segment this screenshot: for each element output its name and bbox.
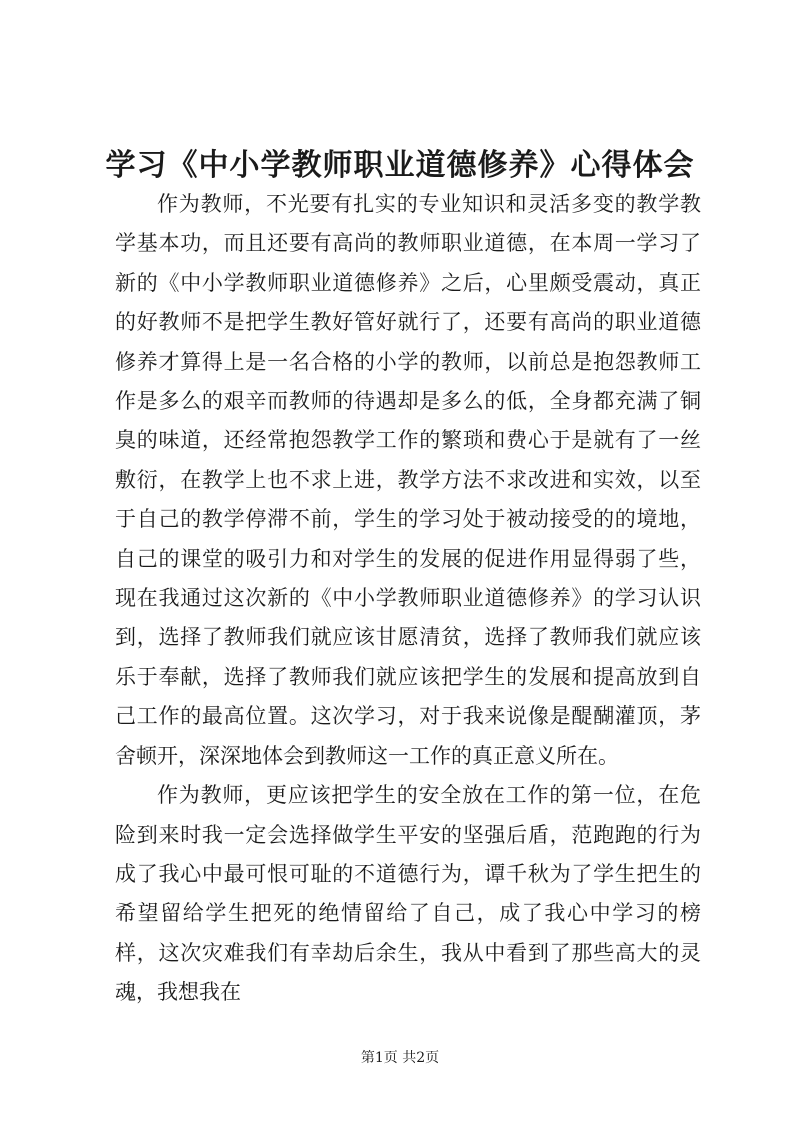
paragraph: 作为教师，不光要有扎实的专业知识和灵活多变的教学教学基本功，而且还要有高尚的教师职业道德，在本周一学习了新的《中小学教师职业道德修养》之后，心里颇受震动，真正的好教师不是把学生教好管好就行了，还要有高尚的职业道德修养才算得上是一名合格的小学的教师，以前总是抱怨教师工作是多么的艰辛而教师的待遇却是多么的低，全身都充满了铜臭的味道，还经常抱怨教学工作的繁琐和费心于是就有了一丝敷衍，在教学上也不求上进，教学方法不求改进和实效，以至于自己的教学停滞不前，学生的学习处于被动接受的的境地，自己的课堂的吸引力和对学生的发展的促进作用显得弱了些，现在我通过这次新的《中小学教师职业道德修养》的学习认识到，选择了教师我们就应该甘愿清贫，选择了教师我们就应该乐于奉献，选择了教师我们就应该把学生的发展和提高放到自己工作的最高位置。这次学习，对于我来说像是醍醐灌顶，茅舍顿开，深深地体会到教师这一工作的真正意义所在。 [115, 192, 701, 768]
page-footer: 第1页 共2页 [360, 1050, 440, 1066]
document-body [115, 185, 701, 1013]
paragraph: 作为教师，更应该把学生的安全放在工作的第一位，在危险到来时我一定会选择做学生平安的坚强后盾，范跑跑的行为成了我心中最可恨可耻的不道德行为，谭千秋为了学生把生的希望留给学生把死的绝情留给了自己，成了我心中学习的榜样，这次灾难我们有幸劫后余生，我从中看到了那些高大的灵魂，我想我在 [115, 783, 701, 1005]
document-title: 学习《中小学教师职业道德修养》心得体会 [105, 148, 695, 183]
